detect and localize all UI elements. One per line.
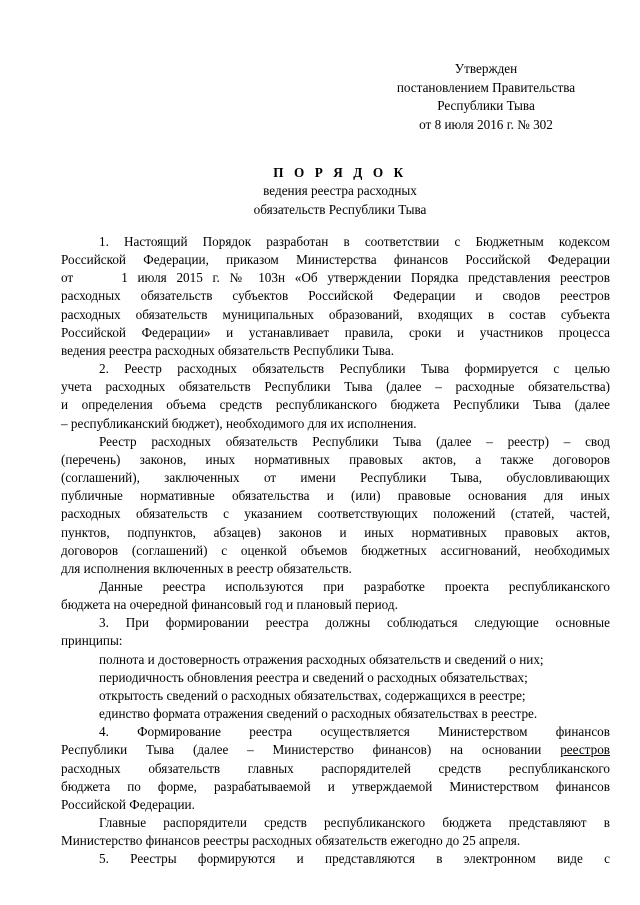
document-subtitle-line: обязательств Республики Тыва	[253, 201, 427, 217]
text-line: учета расходных обязательств Республики Тыва (далее – расходные обязательства)	[61, 379, 610, 395]
text-line: (соглашений), заключенных от имени Республики Тыва, обусловливающих	[61, 470, 610, 486]
approval-stamp	[360, 60, 612, 134]
text-line: бюджета по форме, разрабатываемой и утверждаемой Министерством финансов	[61, 778, 610, 794]
text-line: расходных обязательств субъектов Российской Федерации и сводов реестров	[61, 288, 610, 304]
principles-list	[61, 651, 610, 724]
text-line: и определения объема средств республиканского бюджета Республики Тыва (далее	[61, 397, 610, 413]
text-line: пунктов, подпунктов, абзацев) законов и иных нормативных правовых актов,	[61, 524, 610, 540]
principle-item: полнота и достоверность отражения расходных обязательств и сведений о них;	[99, 651, 544, 667]
principle-item: открытость сведений о расходных обязательствах, содержащихся в реестре;	[99, 687, 526, 703]
text-line: 5. Реестры формируются и представляются в электронном виде с	[99, 851, 610, 867]
paragraph-2	[61, 360, 610, 433]
text-line	[61, 741, 610, 759]
paragraph-4	[61, 578, 610, 614]
paragraph-1	[61, 233, 610, 360]
text-line: 4. Формирование реестра осуществляется Министерством финансов	[99, 724, 610, 740]
document-body	[61, 233, 610, 868]
reestr-link[interactable]: реестров	[560, 742, 611, 758]
text-fragment: от	[61, 270, 74, 286]
paragraph-7	[61, 814, 610, 850]
text-line: для исполнения включенных в реестр обязательств.	[61, 560, 352, 576]
text-fragment: 1 июля 2015 г. № 103н «Об утверждении Порядка представления реестров	[121, 270, 610, 286]
text-line: Реестр расходных обязательств Республики Тыва (далее – реестр) – свод	[99, 433, 610, 449]
approval-line: от 8 июля 2016 г. № 302	[419, 116, 553, 132]
approval-line: Республики Тыва	[437, 98, 535, 113]
text-line: договоров (соглашений) с оценкой объемов бюджетных ассигнований, необходимых	[61, 542, 610, 558]
text-line	[61, 269, 610, 287]
text-line: расходных обязательств муниципальных образований, входящих в состав субъекта	[61, 306, 610, 322]
text-line: расходных обязательств главных распорядителей средств республиканского	[61, 760, 610, 776]
text-line: Министерство финансов реестры расходных обязательств ежегодно до 25 апреля.	[61, 833, 521, 849]
text-line: Российской Федерации» и устанавливает правила, сроки и участников процесса	[61, 324, 610, 340]
paragraph-3	[61, 433, 610, 578]
text-line: бюджета на очередной финансовый год и плановый период.	[61, 597, 398, 613]
paragraph-5	[61, 614, 610, 650]
text-line: расходных обязательств с указанием соответствующих положений (статей, частей,	[61, 506, 610, 522]
text-line: принципы:	[61, 633, 123, 649]
text-line: Главные распорядители средств республиканского бюджета представляют в	[99, 815, 610, 830]
document-title: П О Р Я Д О К	[273, 165, 407, 180]
approval-line: постановлением Правительства	[396, 79, 576, 95]
text-line: 2. Реестр расходных обязательств Республики Тыва формируется с целью	[99, 361, 610, 377]
text-line: 1. Настоящий Порядок разработан в соответствии с Бюджетным кодексом	[99, 234, 610, 249]
text-line: Данные реестра используются при разработке проекта республиканского	[99, 578, 610, 594]
principle-item: периодичность обновления реестра и сведений о расходных обязательствах;	[99, 669, 528, 685]
text-line: публичные нормативные обязательства и (или) правовые основания для иных	[61, 488, 610, 504]
text-line: – республиканский бюджет), необходимого для их исполнения.	[61, 415, 417, 431]
document-subtitle-line: ведения реестра расходных	[263, 183, 417, 198]
approval-line: Утвержден	[454, 61, 518, 76]
text-line: (перечень) законов, иных нормативных правовых актов, а также договоров	[61, 451, 610, 467]
paragraph-6	[61, 723, 610, 814]
text-fragment: Республики Тыва (далее – Министерство финансов) на основании	[61, 742, 542, 758]
principle-item: единство формата отражения сведений о расходных обязательствах в реестре.	[99, 706, 538, 722]
text-line: Российской Федерации.	[61, 796, 195, 812]
text-line: 3. При формировании реестра должны соблюдаться следующие основные	[99, 615, 610, 631]
paragraph-8	[61, 850, 610, 868]
text-line: ведения реестра расходных обязательств Республики Тыва.	[61, 342, 394, 358]
text-line: Российской Федерации, приказом Министерства финансов Российской Федерации	[61, 252, 610, 268]
document-heading	[60, 164, 620, 219]
